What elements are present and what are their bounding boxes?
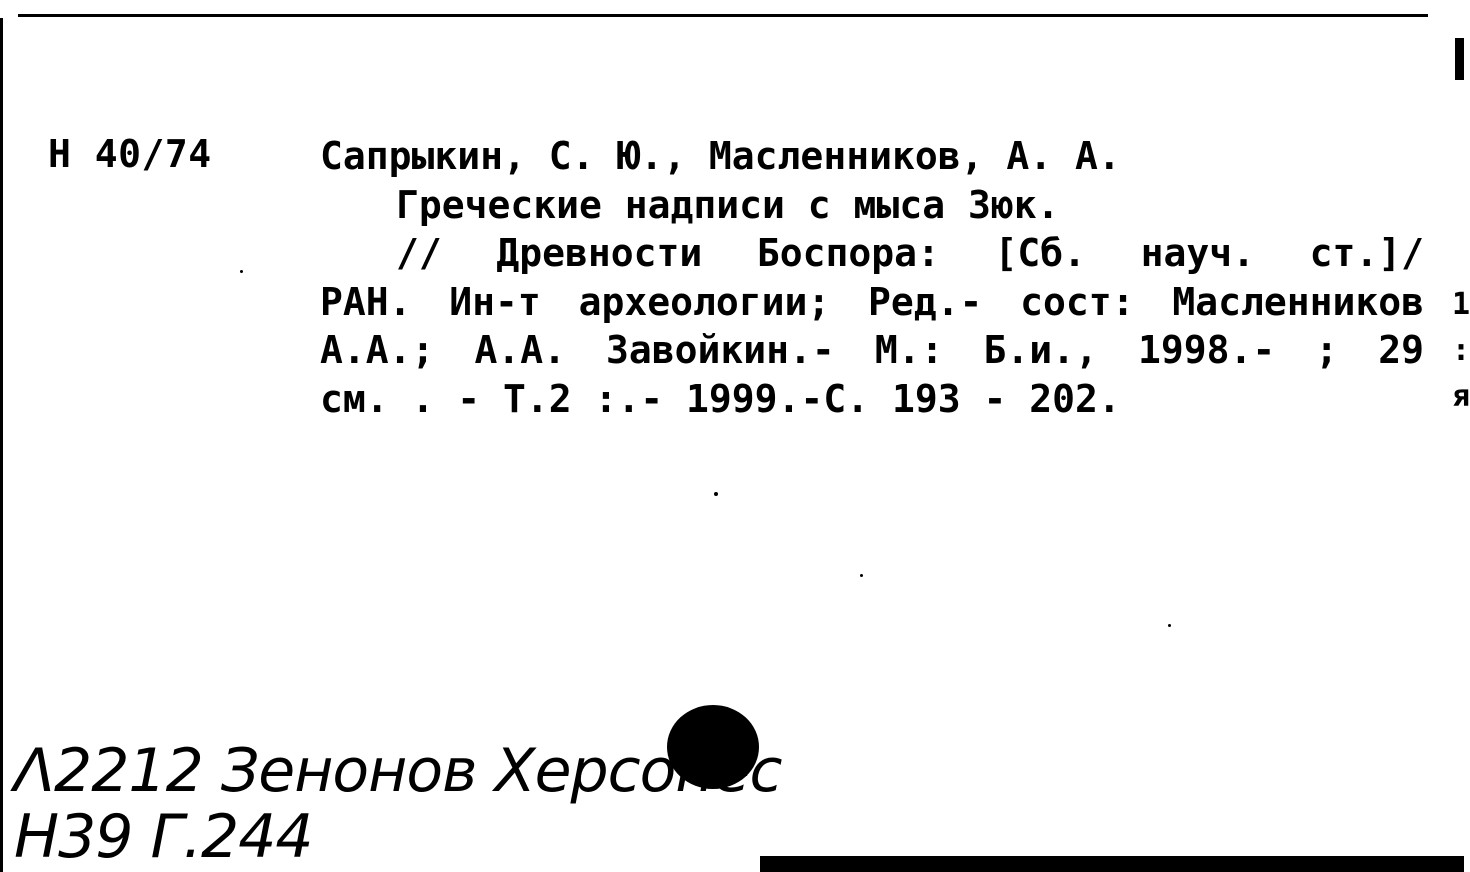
word: 29 (1378, 328, 1424, 372)
word: А.А. (474, 328, 566, 372)
word: М.: (874, 328, 944, 372)
margin-char: : (1452, 333, 1470, 368)
margin-characters (1452, 282, 1470, 420)
word: Ред.- (868, 279, 983, 324)
source-line-1 (320, 229, 1424, 278)
title-line: Греческие надписи с мыса Зюк. (396, 182, 1060, 227)
right-edge-mark (1455, 38, 1464, 80)
handwritten-line-1: Λ2212 Зенонов Херсонес (14, 736, 782, 806)
top-border-line (18, 14, 1428, 17)
word: РАН. (320, 279, 412, 324)
handwritten-line-2: Н39 Г.244 (14, 802, 313, 872)
left-border-line (0, 18, 3, 872)
word: Боспора: (756, 231, 940, 275)
word: ст.]/ (1309, 231, 1424, 275)
ink-speck (240, 270, 243, 273)
ink-speck (860, 574, 863, 577)
word: сост: (1020, 279, 1135, 324)
margin-char: 1 (1452, 287, 1470, 322)
word: Ин-т (449, 279, 541, 324)
word: Древности (496, 231, 703, 275)
word: А.А.; (320, 328, 435, 372)
word: Масленников (1172, 279, 1424, 324)
word: // (396, 231, 442, 275)
word: археологии; (578, 279, 831, 324)
call-number: Н 40/74 (48, 132, 212, 176)
margin-char: я (1452, 379, 1470, 414)
bibliographic-entry (320, 132, 1424, 423)
authors-line: Сапрыкин, С. Ю., Масленников, А. А. (320, 134, 1121, 178)
ink-speck (1168, 624, 1171, 627)
handwritten-note (14, 738, 781, 870)
word: ; (1315, 328, 1339, 372)
ink-speck (714, 492, 718, 496)
source-line-2 (320, 278, 1424, 327)
word: Завойкин.- (606, 328, 835, 372)
word: Б.и., (983, 328, 1098, 372)
word: 1998.- (1137, 328, 1276, 372)
bottom-border-line (760, 856, 1464, 872)
source-line-3 (320, 326, 1424, 375)
word: [Сб. (994, 231, 1086, 275)
source-line-4: см. . - Т.2 :.- 1999.-С. 193 - 202. (320, 376, 1121, 421)
word: науч. (1140, 231, 1255, 275)
